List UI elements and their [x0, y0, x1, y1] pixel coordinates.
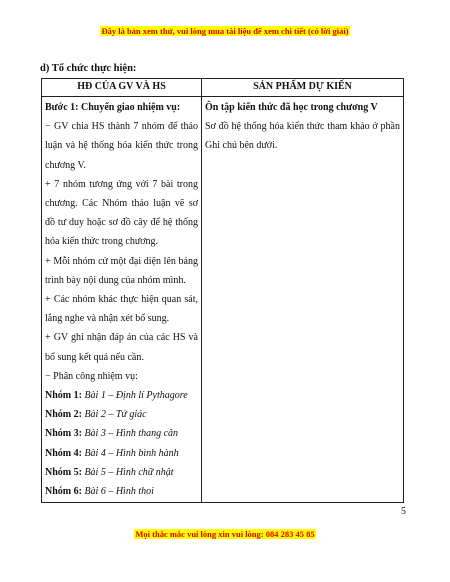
activities-cell — [42, 97, 202, 503]
paragraph: + Các nhóm khác thực hiện quan sát, lắng nghe và nhận xét bổ sung. — [45, 294, 198, 325]
step-title: Bước 1: Chuyển giao nhiệm vụ: — [45, 102, 181, 113]
products-cell — [202, 97, 404, 503]
footer-banner-text: Mọi thắc mắc vui lòng xin vui lòng: 084 283 45 85 — [135, 529, 315, 539]
table-header-row — [42, 79, 404, 97]
group-label: Nhóm 2: — [45, 409, 82, 421]
col-header-activities: HĐ CỦA GV VÀ HS — [42, 79, 202, 97]
paragraph: − GV chia HS thành 7 nhóm để thảo luận và hệ thống hóa kiến thức trong chương V. — [45, 121, 198, 171]
group-label: Nhóm 4: — [45, 447, 82, 459]
group-item — [45, 424, 198, 443]
preview-banner — [0, 26, 450, 36]
group-item — [45, 444, 198, 463]
group-task: Bài 6 – Hình thoi — [84, 486, 154, 498]
group-task: Bài 1 – Định lí Pythagore — [84, 390, 188, 402]
group-item — [45, 482, 198, 501]
preview-banner-text: Đây là bản xem thử, vui lòng mua tài liệu để xem chi tiết (có lời giải) — [101, 26, 349, 36]
paragraph: + 7 nhóm tương ứng với 7 bài trong chương. Các Nhóm thảo luận vẽ sơ đồ tư duy hoặc sơ đồ cây để hệ thống hóa kiến thức trong chương. — [45, 178, 198, 248]
group-label: Nhóm 1: — [45, 390, 82, 402]
col-header-products: SẢN PHẨM DỰ KIẾN — [202, 79, 404, 97]
products-text: Sơ đồ hệ thống hóa kiến thức tham khảo ở phần Ghi chú bên dưới. — [205, 121, 400, 152]
group-task: Bài 4 – Hình bình hành — [84, 447, 179, 459]
group-item — [45, 386, 198, 405]
group-label: Nhóm 3: — [45, 428, 82, 440]
group-label: Nhóm 6: — [45, 486, 82, 498]
group-task: Bài 2 – Tứ giác — [84, 409, 147, 421]
group-item — [45, 405, 198, 424]
activity-table — [41, 78, 404, 503]
group-label: Nhóm 5: — [45, 466, 82, 478]
group-task: Bài 3 – Hình thang cân — [84, 428, 179, 440]
page-number: 5 — [401, 506, 406, 517]
group-task: Bài 5 – Hình chữ nhật — [84, 466, 174, 478]
products-title: Ôn tập kiến thức đã học trong chương V — [205, 102, 378, 113]
group-item — [45, 463, 198, 482]
paragraph: − Phân công nhiệm vụ: — [45, 370, 138, 382]
paragraph: + Mỗi nhóm cử một đại diện lên bảng trình bày nội dung của nhóm mình. — [45, 255, 198, 286]
section-title: d) Tổ chức thực hiện: — [40, 63, 137, 74]
footer-banner — [0, 529, 450, 539]
paragraph: + GV ghi nhận đáp án của các HS và bổ sung kết quả nếu cần. — [45, 332, 198, 363]
table-row — [42, 97, 404, 503]
